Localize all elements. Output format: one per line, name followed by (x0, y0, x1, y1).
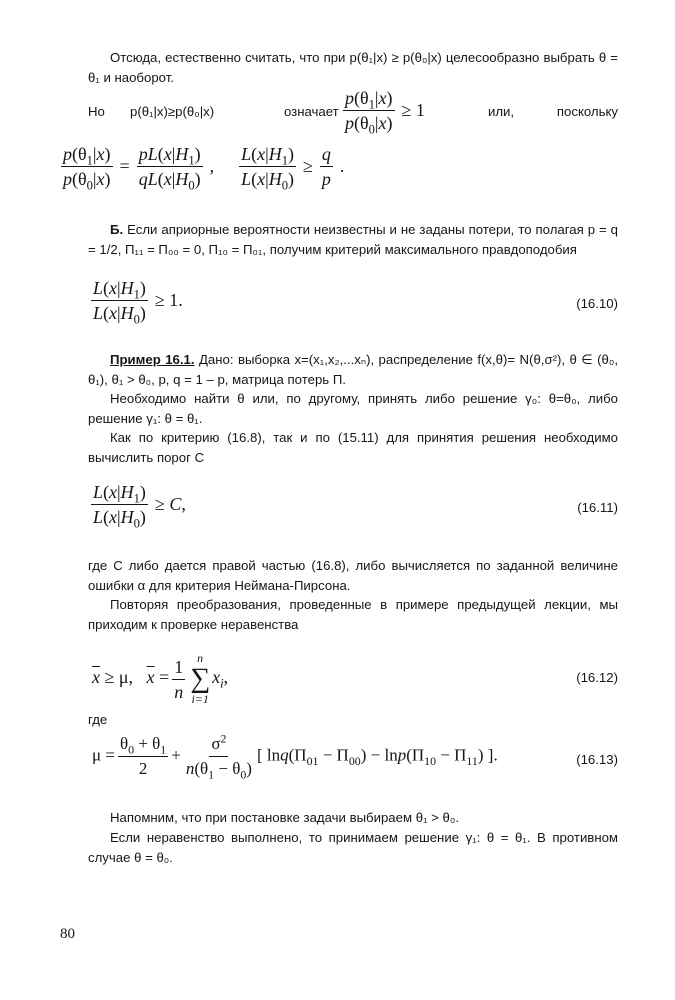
example-label: Пример 16.1. (110, 352, 195, 367)
equation-16-10: $\frac{L(x|H_1)}{L(x|H_0)}$ ≥ 1. (16.10) (93, 278, 618, 327)
equation-number-16-13: (16.13) (576, 752, 618, 767)
likelihood-ratio-formula: $\frac{p(\theta_1|x)}{p(\theta_0|x)}$ ≥ 1 (345, 88, 425, 137)
paragraph-where-c: где C либо дается правой частью (16.8), либо вычисляется по заданной величине ошибки α для критерия Неймана-Пирсона. (88, 558, 618, 593)
word-no: Но (88, 104, 105, 119)
inequality-text: p(θ₁|x)≥p(θ₀|x) (130, 104, 215, 119)
word-or: или, (488, 104, 515, 119)
paragraph-remind: Напомним, что при постановке задачи выбираем θ₁ > θ₀. (110, 810, 459, 825)
equation-16-11: $\frac{L(x|H_1)}{L(x|H_0)}$ ≥ C, (16.11) (93, 482, 618, 531)
paragraph-repeat: Повторяя преобразования, проведенные в примере предыдущей лекции, мы приходим к проверке неравенства (88, 597, 618, 632)
paragraph-b-label: Б. (110, 222, 124, 237)
paragraph-b (88, 220, 618, 259)
word-where: где (88, 712, 108, 727)
paragraph-b-text: Если априорные вероятности неизвестны и не заданы потери, то полагая p = q = 1/2, П₁₁ = П₀₀ = 0, П₁₀ = П₀₁, получим критерий максимального правдоподобия (88, 222, 618, 257)
word-means: означает (284, 104, 339, 119)
page-number: 80 (60, 926, 75, 942)
paragraph-criterion: Как по критерию (16.8), так и по (15.11) для принятия решения необходимо вычислить порог C (88, 430, 618, 465)
equation-number-16-12: (16.12) (576, 670, 618, 685)
bayes-equation: $\frac{p(\theta_1|x)}{p(\theta_0|x)}$ = $\frac{pL(x|H_1)}{qL(x|H_0)}$ , $\frac{L(x|H_1)}{L(x|H_0)}$ ≥ $\frac{q}{p}$ . (63, 144, 345, 193)
paragraph-intro: Отсюда, естественно считать, что при p(θ₁|x) ≥ p(θ₀|x) целесообразно выбрать θ = θ₁ и наоборот. (88, 50, 618, 85)
equation-16-13: μ = $\frac{\theta_0 + \theta_1}{2}$ + $\frac{\sigma^2}{n(\theta_1 - \theta_0)}$ [ $\ln q(\Pi_{01} - \Pi_{00}) - \ln p(\Pi_{10} - \Pi_{11})$ ]. (16.13) (92, 731, 618, 782)
condition-line (88, 84, 618, 140)
word-since: поскольку (556, 104, 618, 119)
paragraph-final: Если неравенство выполнено, то принимаем решение γ₁: θ = θ₁. В противном случае θ = θ₀. (88, 830, 618, 865)
equation-16-12: $\overline{x} \ge \mu$, $\overline{x}$ = $\frac{1}{n}$ n ∑ i=1 $x_i$, (16.12) (92, 651, 618, 706)
paragraph-need: Необходимо найти θ или, по другому, принять либо решение γ₀: θ=θ₀, либо решение γ₁: θ = θ₁. (88, 391, 618, 426)
equation-number-16-10: (16.10) (576, 296, 618, 311)
example-text: Дано: выборка x=(x₁,x₂,...xₙ), распределение f(x,θ)= N(θ,σ²), θ ∈ (θ₀, θ₁), θ₁ > θ₀, p, q = 1 – p, матрица потерь П. (88, 352, 618, 387)
example-16-1 (88, 350, 618, 389)
equation-number-16-11: (16.11) (577, 500, 618, 515)
